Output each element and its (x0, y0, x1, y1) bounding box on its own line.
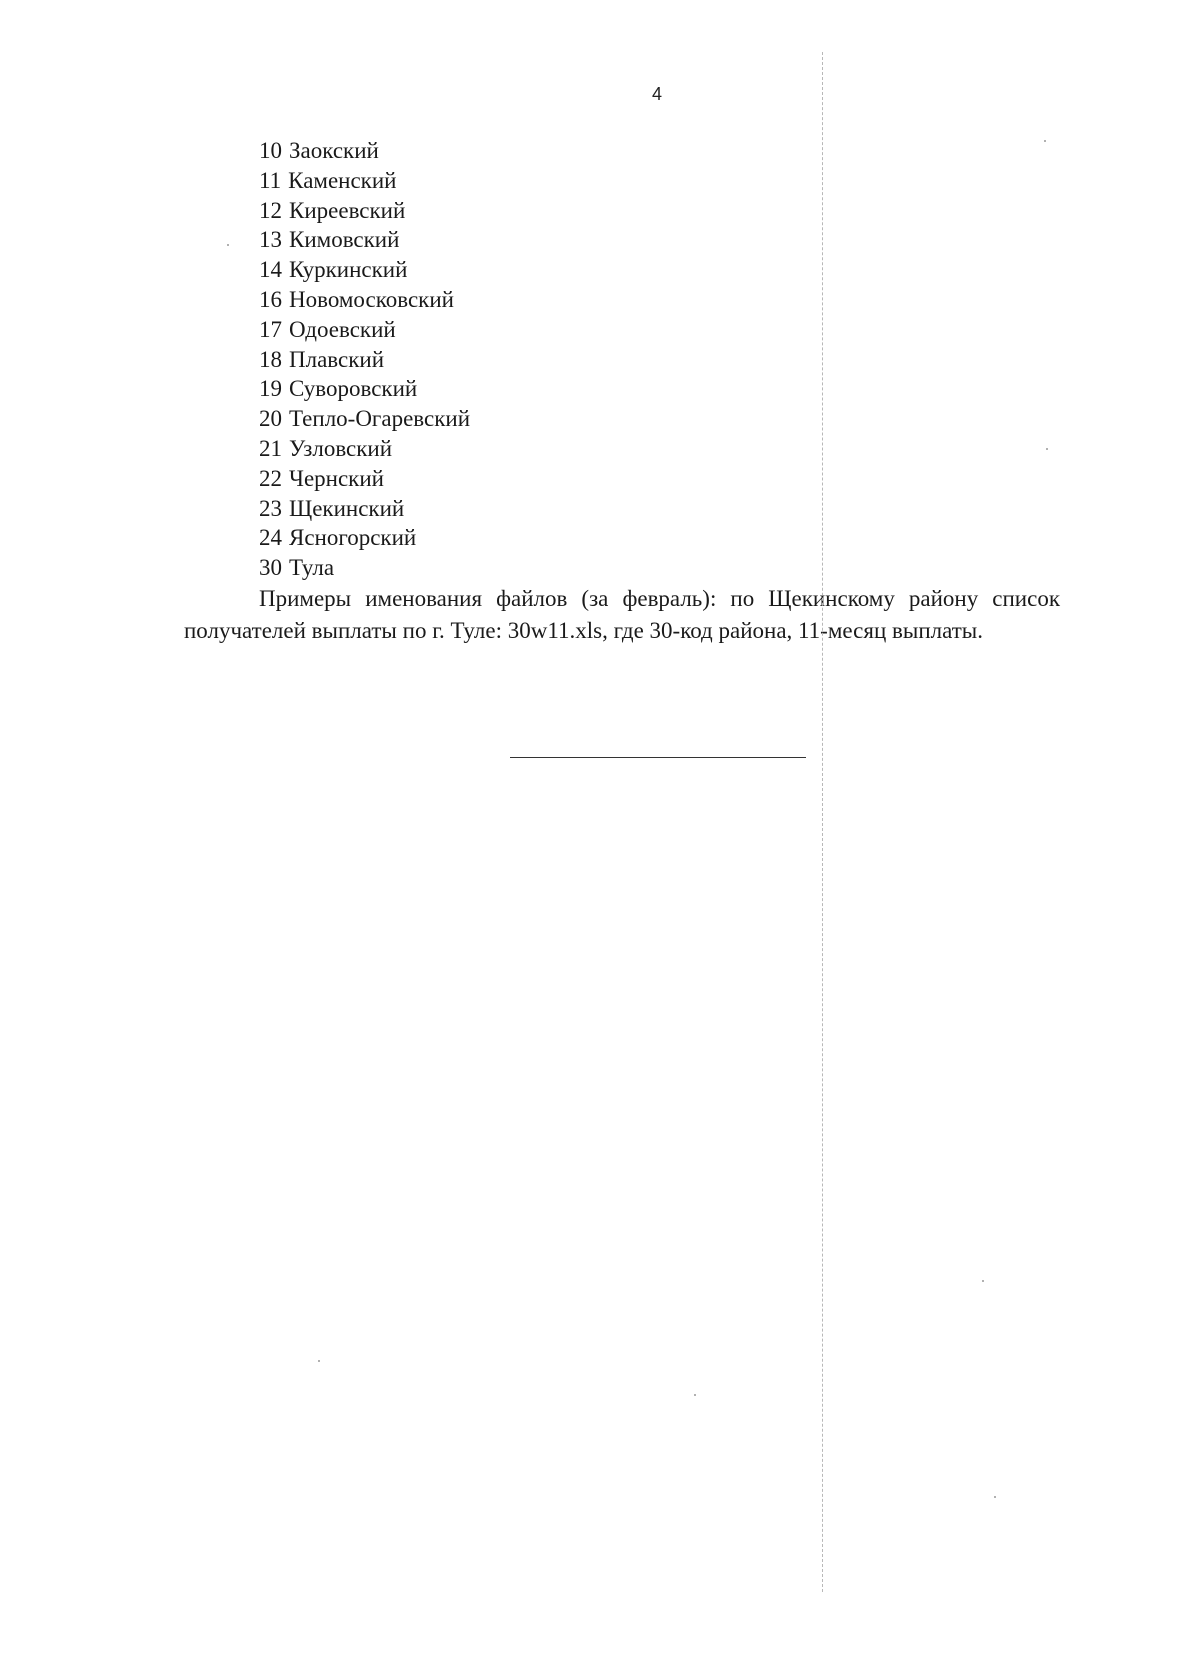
district-name: Куркинский (289, 257, 408, 283)
list-item (259, 553, 470, 583)
page-number: 4 (652, 84, 663, 104)
district-name: Ясногорский (289, 525, 417, 551)
district-code: 23 (259, 495, 282, 521)
district-name: Щекинский (289, 495, 405, 521)
district-name: Одоевский (289, 316, 396, 342)
scan-speck (227, 244, 229, 246)
district-code: 30 (259, 555, 282, 581)
list-item (259, 196, 470, 226)
list-item (259, 494, 470, 524)
list-item (259, 166, 470, 196)
district-name: Чернский (289, 465, 384, 491)
list-item (259, 404, 470, 434)
file-naming-examples-paragraph: Примеры именования файлов (за февраль): по Щекинскому району список получателей выплаты по г. Туле: 30w11.xls, где 30-код района, 11-месяц выплаты. (184, 586, 1060, 643)
district-code: 18 (259, 346, 282, 372)
district-name: Тепло-Огаревский (289, 406, 471, 432)
district-code: 16 (259, 286, 282, 312)
scan-speck (982, 1280, 984, 1282)
district-code: 19 (259, 376, 282, 402)
district-name: Каменский (288, 167, 397, 193)
district-name: Плавский (289, 346, 385, 372)
list-item (259, 255, 470, 285)
list-item (259, 464, 470, 494)
end-of-document-rule (510, 757, 806, 758)
district-code: 10 (259, 138, 282, 163)
list-item (259, 374, 470, 404)
list-item (259, 225, 470, 255)
district-name: Киреевский (289, 197, 406, 223)
list-item (259, 315, 470, 345)
district-name: Суворовский (289, 376, 418, 402)
scan-speck (994, 1496, 996, 1498)
list-item (259, 285, 470, 315)
district-name: Тула (289, 555, 335, 581)
list-item (259, 136, 470, 166)
district-code: 14 (259, 257, 282, 283)
district-code: 12 (259, 197, 282, 223)
district-code: 21 (259, 435, 282, 461)
scan-speck (318, 1360, 320, 1362)
district-name: Узловский (289, 435, 393, 461)
district-code: 17 (259, 316, 282, 342)
scan-speck (694, 1394, 696, 1396)
district-code: 24 (259, 525, 282, 551)
list-item (259, 434, 470, 464)
list-item (259, 345, 470, 375)
district-code-list (259, 136, 470, 583)
district-code: 11 (259, 167, 282, 193)
district-name: Новомосковский (289, 286, 454, 312)
district-code: 20 (259, 406, 282, 432)
district-code: 13 (259, 227, 282, 253)
scan-speck (1046, 448, 1048, 450)
district-code: 22 (259, 465, 282, 491)
scan-speck (1044, 140, 1046, 142)
scan-fold-line (822, 52, 823, 1592)
list-item (259, 523, 470, 553)
district-name: Кимовский (289, 227, 400, 253)
district-name: Заокский (289, 138, 379, 163)
